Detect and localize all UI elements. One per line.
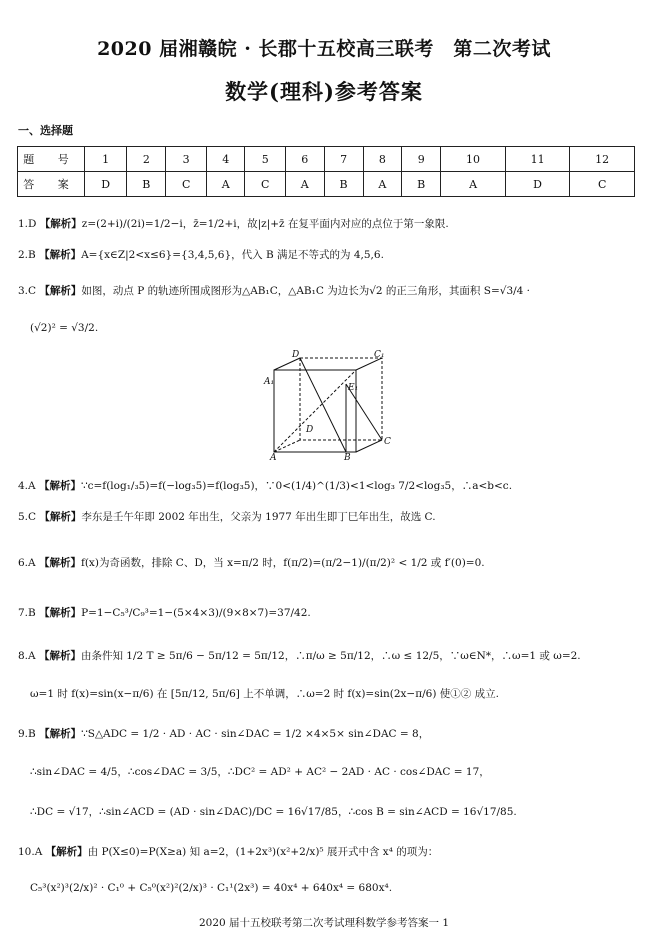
solution-tag: 【解析】 <box>39 285 82 297</box>
solution-2 <box>18 249 384 262</box>
solution-tag: 【解析】 <box>45 846 88 858</box>
solution-5 <box>18 511 436 524</box>
document-subtitle: 数学(理科)参考答案 <box>225 79 423 104</box>
figure-label: D <box>306 425 314 435</box>
solution-number: 4.A <box>18 480 36 492</box>
solution-9-cont1 <box>30 766 490 779</box>
solution-text: ∴sin∠DAC = 4/5，∴cos∠DAC = 3/5，∴DC² = AD² + AC² − 2AD · AC · cos∠DAC = 17， <box>30 766 490 778</box>
solution-text: f(x)为奇函数，排除 C、D，当 x=π/2 时，f(π/2)=(π/2−1)/(π/2)² < 1/2 或 f′(0)=0. <box>80 557 485 569</box>
table-cell: D <box>505 172 570 197</box>
solution-number: 1.D <box>18 218 37 230</box>
solution-3 <box>18 285 530 298</box>
section-heading: 一、选择题 <box>18 124 73 137</box>
table-cell: 5 <box>245 147 286 172</box>
table-cell: A <box>206 172 245 197</box>
solution-text: ∵S△ADC = 1/2 · AD · AC · sin∠DAC = 1/2 ×4×5× sin∠DAC = 8， <box>81 728 430 740</box>
table-header-label: 题 号 <box>18 147 85 172</box>
figure-label: A₁ <box>264 377 275 387</box>
solution-number: 8.A <box>18 650 36 662</box>
solution-number: 9.B <box>18 728 36 740</box>
solution-tag: 【解析】 <box>39 607 82 619</box>
solution-number: 2.B <box>18 249 36 261</box>
solution-tag: 【解析】 <box>38 650 81 662</box>
figure-label: B <box>344 453 351 460</box>
figure-label: A <box>270 453 277 460</box>
solution-number: 6.A <box>18 557 36 569</box>
solution-text: 李东是壬午年即 2002 年出生，父亲为 1977 年出生即丁巳年出生，故选 C. <box>81 511 436 523</box>
solution-9-cont2 <box>30 806 517 819</box>
figure-label: E₁ <box>348 383 359 393</box>
table-row-answers <box>18 172 635 197</box>
figure-label: D <box>292 350 300 360</box>
table-cell: B <box>127 172 166 197</box>
table-cell: C <box>166 172 207 197</box>
table-cell: 7 <box>324 147 363 172</box>
table-answer-label: 答 案 <box>18 172 85 197</box>
table-cell: 1 <box>85 147 127 172</box>
figure-label: C₁ <box>374 350 385 360</box>
page-footer: 2020 届十五校联考第二次考试理科数学参考答案一 1 <box>198 917 450 929</box>
table-cell: 9 <box>402 147 441 172</box>
solution-4 <box>18 480 512 493</box>
solution-8 <box>18 650 581 663</box>
solution-text: A={x∈Z|2<x≤6}={3,4,5,6}，代入 B 满足不等式的为 4,5,6. <box>81 249 384 261</box>
table-cell: B <box>324 172 363 197</box>
table-cell: 12 <box>570 147 635 172</box>
table-cell: A <box>363 172 402 197</box>
table-cell: 10 <box>441 147 506 172</box>
table-cell: 6 <box>285 147 324 172</box>
solution-text: 由 P(X≤0)=P(X≥a) 知 a=2，(1+2x³)(x²+2/x)⁵ 展开式中含 x⁴ 的项为： <box>87 846 439 858</box>
answer-table <box>17 146 635 197</box>
solution-text: 如图，动点 P 的轨迹所围成图形为△AB₁C，△AB₁C 为边长为√2 的正三角形，其面积 S=√3/4 · <box>81 285 531 297</box>
solution-text: C₅³(x²)³(2/x)² · C₁⁰ + C₅⁰(x²)²(2/x)³ · C₁¹(2x³) = 40x⁴ + 640x⁴ = 680x⁴. <box>30 882 393 894</box>
solution-tag: 【解析】 <box>39 728 82 740</box>
solution-number: 7.B <box>18 607 36 619</box>
table-cell: C <box>245 172 286 197</box>
table-cell: 11 <box>505 147 570 172</box>
cube-figure <box>262 348 392 460</box>
solution-number: 10.A <box>18 846 43 858</box>
solution-number: 3.C <box>18 285 37 297</box>
solution-tag: 【解析】 <box>39 249 82 261</box>
solution-tag: 【解析】 <box>39 511 82 523</box>
table-cell: D <box>85 172 127 197</box>
solution-3-cont <box>30 322 98 335</box>
solution-1 <box>18 218 449 231</box>
table-cell: 8 <box>363 147 402 172</box>
document-title: 2020 届湘赣皖 · 长郡十五校高三联考 第二次考试 <box>97 38 551 60</box>
solution-text: 由条件知 1/2 T ≥ 5π/6 − 5π/12 = 5π/12，∴π/ω ≥ 5π/12，∴ω ≤ 12/5，∵ω∈N*，∴ω=1 或 ω=2. <box>80 650 581 662</box>
table-cell: 4 <box>206 147 245 172</box>
table-cell: 2 <box>127 147 166 172</box>
solution-text: ω=1 时 f(x)=sin(x−π/6) 在 [5π/12, 5π/6] 上不单调，∴ω=2 时 f(x)=sin(2x−π/6) 使①② 成立. <box>30 688 499 700</box>
solution-6 <box>18 557 485 570</box>
solution-8-cont <box>30 688 499 701</box>
table-cell: 3 <box>166 147 207 172</box>
figure-label: C <box>384 437 391 447</box>
solution-tag: 【解析】 <box>38 480 81 492</box>
solution-tag: 【解析】 <box>38 557 81 569</box>
table-row-numbers <box>18 147 635 172</box>
solution-text: P=1−C₅³/C₉³=1−(5×4×3)/(9×8×7)=37/42. <box>81 607 311 619</box>
solution-10 <box>18 846 438 859</box>
solution-10-cont <box>30 882 392 895</box>
solution-text: ∴DC = √17，∴sin∠ACD = (AD · sin∠DAC)/DC = 16√17/85，∴cos B = sin∠ACD = 16√17/85. <box>30 806 517 818</box>
solution-text: (√2)² = √3/2. <box>30 322 99 334</box>
solution-7 <box>18 607 311 620</box>
solution-number: 5.C <box>18 511 37 523</box>
solution-tag: 【解析】 <box>39 218 82 230</box>
table-cell: B <box>402 172 441 197</box>
solution-text: z=(2+i)/(2i)=1/2−i，z̄=1/2+i，故|z|+z̄ 在复平面内对应的点位于第一象限. <box>81 218 449 230</box>
table-cell: A <box>285 172 324 197</box>
table-cell: C <box>570 172 635 197</box>
solution-text: ∵c=f(log₁/₃5)=f(−log₃5)=f(log₃5)，∵0<(1/4)^(1/3)<1<log₃ 7/2<log₃5，∴a<b<c. <box>80 480 513 492</box>
table-cell: A <box>441 172 506 197</box>
solution-9 <box>18 728 429 741</box>
